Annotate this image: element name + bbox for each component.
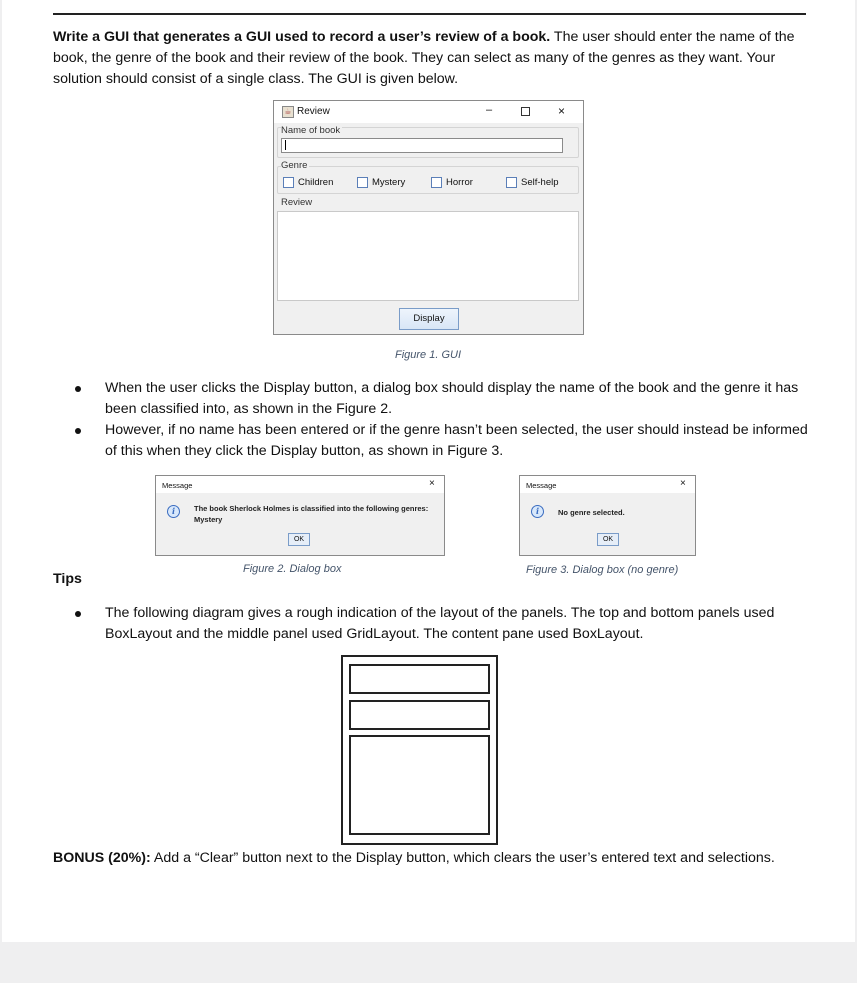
review-textarea[interactable]: [277, 211, 579, 301]
dialog-titlebar: [156, 476, 444, 493]
genre-label: Genre: [281, 160, 308, 171]
genre-checkbox-horror[interactable]: [431, 177, 473, 188]
tips-heading: Tips: [53, 571, 82, 587]
intro-text: The user should enter the name of the book, the genre of the book and their review of the book. They can select as many of the genres as they want. Your solution should consist of a single class. The GUI is given below.: [53, 29, 795, 87]
info-icon: i: [167, 505, 180, 518]
bullet-icon: [75, 386, 81, 392]
middle-panel-box: [349, 700, 490, 730]
genre-label-horror: Horror: [446, 177, 473, 188]
message-dialog-genre: [155, 475, 445, 556]
list-item: [53, 378, 809, 420]
bonus-paragraph: [53, 850, 775, 866]
window-title: Review: [297, 106, 330, 117]
dialog-message-line1: The book Sherlock Holmes is classified into the following genres:: [194, 504, 429, 513]
list-item: [53, 603, 809, 645]
figure2-caption: Figure 2. Dialog box: [243, 563, 342, 575]
window-titlebar: [274, 101, 583, 123]
bullet-text-2: However, if no name has been entered or if the genre hasn’t been selected, the user should instead be informed of this when they click the Display button, as shown in Figure 3.: [105, 422, 808, 459]
close-icon[interactable]: ×: [558, 104, 566, 118]
close-icon[interactable]: ×: [429, 478, 435, 489]
list-item: [53, 420, 809, 462]
tips-bullet-text: The following diagram gives a rough indication of the layout of the panels. The top and bottom panels used BoxLayout and the middle panel used GridLayout. The content pane used BoxLayout.: [105, 605, 775, 642]
book-name-input[interactable]: [281, 138, 563, 153]
text-cursor: [285, 140, 286, 150]
message-dialog-no-genre: [519, 475, 696, 556]
bottom-panel-box: [349, 735, 490, 835]
layout-diagram: [341, 655, 498, 845]
info-icon: i: [531, 505, 544, 518]
top-rule: [53, 13, 806, 15]
dialog-title: Message: [526, 481, 557, 490]
top-panel-box: [349, 664, 490, 694]
genre-checkbox-children[interactable]: [283, 177, 333, 188]
bullet-text-1: When the user clicks the Display button, a dialog box should display the name of the book and the genre it has been classified into, as shown in the Figure 2.: [105, 380, 799, 417]
bonus-text: Add a “Clear” button next to the Display button, which clears the user’s entered text and selections.: [150, 850, 775, 866]
top-panels: [274, 123, 583, 206]
close-icon[interactable]: ×: [680, 478, 686, 489]
dialog-message: No genre selected.: [558, 508, 625, 517]
tips-list: [53, 603, 809, 645]
bonus-bold: BONUS (20%):: [53, 850, 151, 866]
requirements-list: [53, 378, 809, 462]
intro-paragraph: [53, 27, 809, 90]
display-button[interactable]: Display: [399, 308, 459, 330]
figure3-caption: Figure 3. Dialog box (no genre): [526, 564, 679, 576]
genre-label-selfhelp: Self-help: [521, 177, 559, 188]
bullet-icon: [75, 428, 81, 434]
intro-bold: Write a GUI that generates a GUI used to record a user’s review of a book.: [53, 29, 551, 45]
checkbox-icon: [506, 177, 517, 188]
dialog-message-line2: Mystery: [194, 515, 223, 524]
checkbox-icon: [357, 177, 368, 188]
maximize-icon[interactable]: [521, 107, 530, 116]
checkbox-icon: [283, 177, 294, 188]
dialog-message: [194, 503, 428, 525]
ok-button[interactable]: OK: [597, 533, 619, 546]
genre-checkbox-mystery[interactable]: [357, 177, 405, 188]
dialog-title: Message: [162, 481, 193, 490]
figure1-caption: Figure 1. GUI: [395, 349, 462, 361]
java-icon: ☕: [282, 106, 294, 118]
review-label: Review: [281, 197, 313, 208]
genre-label-mystery: Mystery: [372, 177, 406, 188]
checkbox-icon: [431, 177, 442, 188]
genre-checkbox-selfhelp[interactable]: [506, 177, 559, 188]
minimize-icon[interactable]: –: [486, 104, 493, 116]
name-label: Name of book: [281, 125, 341, 136]
genre-label-children: Children: [298, 177, 334, 188]
ok-button[interactable]: OK: [288, 533, 310, 546]
bullet-icon: [75, 611, 81, 617]
review-window: [273, 100, 584, 335]
